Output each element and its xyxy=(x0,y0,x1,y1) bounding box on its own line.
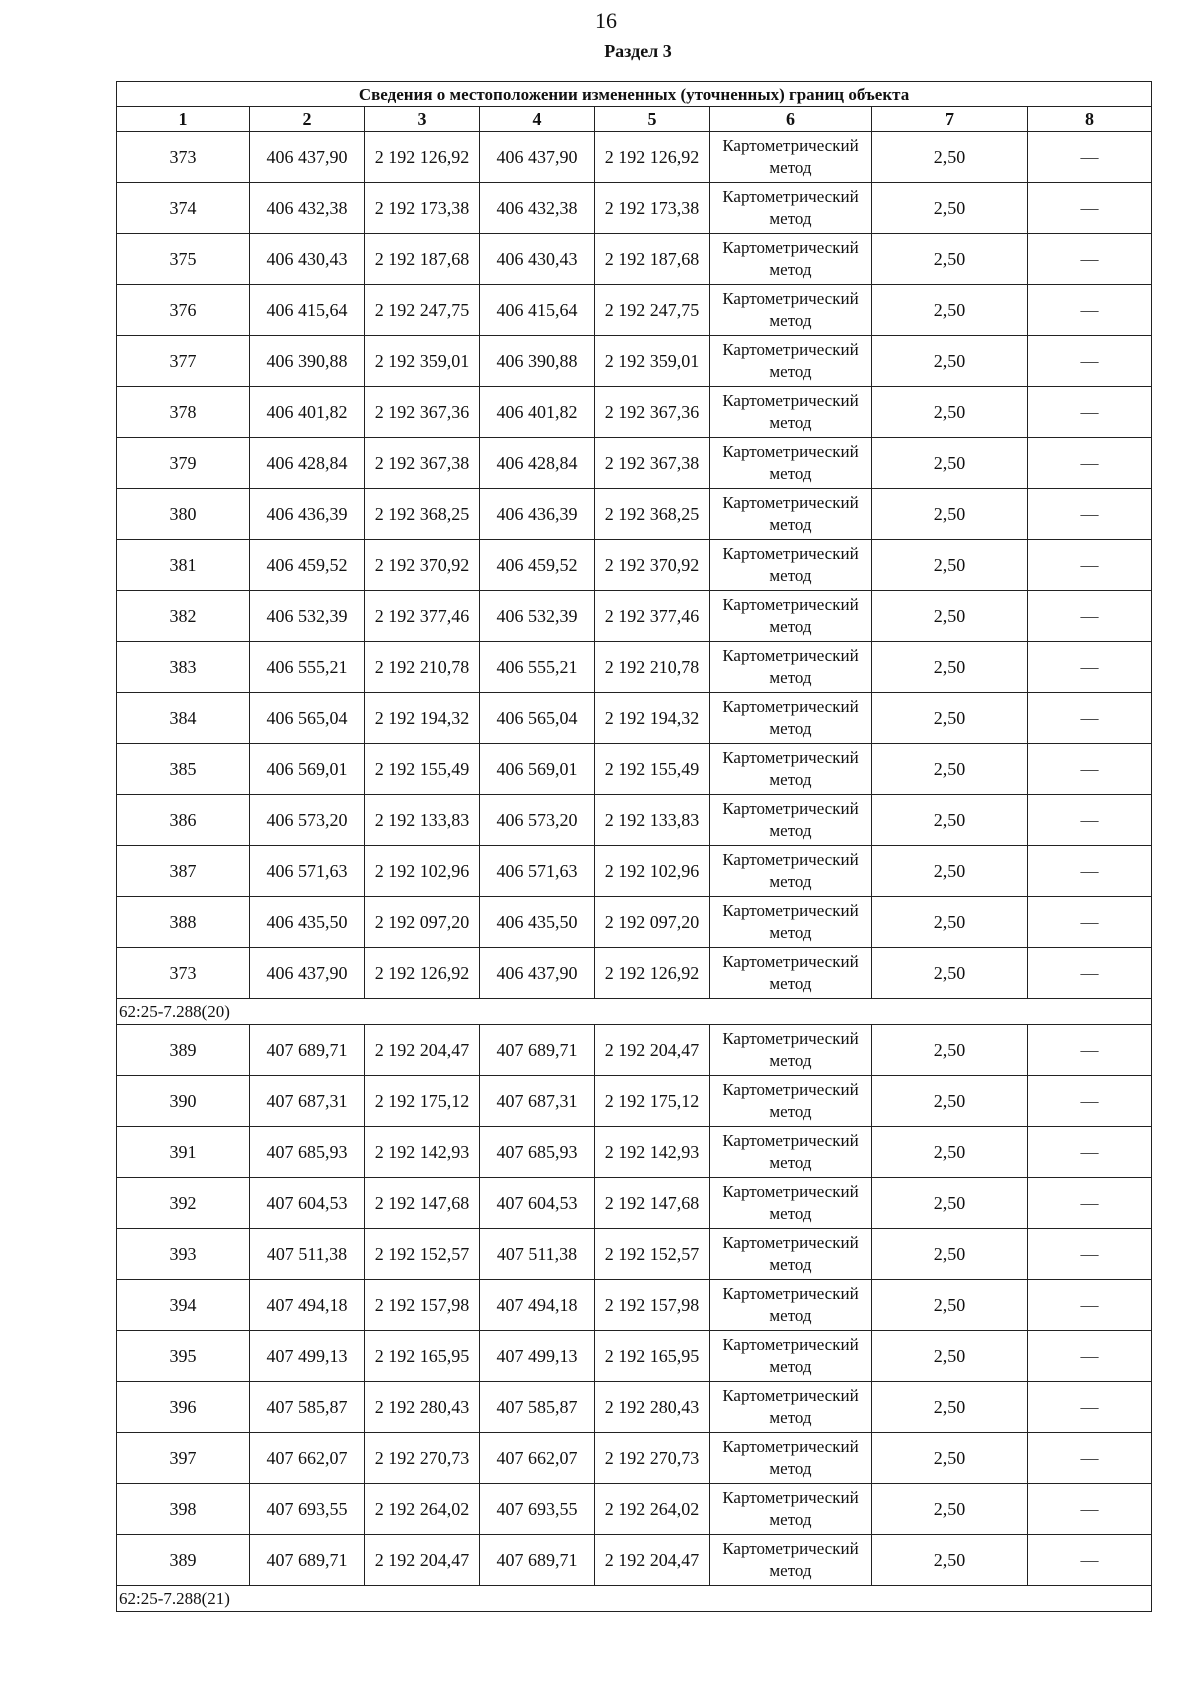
point-number-cell: 383 xyxy=(117,642,250,693)
table-row xyxy=(117,795,1152,846)
y-old-cell: 2 192 155,49 xyxy=(365,744,480,795)
y-new-cell: 2 192 147,68 xyxy=(595,1178,710,1229)
x-new-cell: 406 390,88 xyxy=(480,336,595,387)
accuracy-cell: 2,50 xyxy=(872,846,1028,897)
table-row xyxy=(117,1229,1152,1280)
x-old-cell: 407 689,71 xyxy=(250,1535,365,1586)
accuracy-cell: 2,50 xyxy=(872,1025,1028,1076)
table-row xyxy=(117,846,1152,897)
column-header-row xyxy=(117,107,1152,132)
x-old-cell: 406 571,63 xyxy=(250,846,365,897)
column-header: 4 xyxy=(480,107,595,132)
group-label: 62:25-7.288(21) xyxy=(117,1586,1152,1612)
method-cell: Картометрический метод xyxy=(710,744,872,795)
method-cell: Картометрический метод xyxy=(710,1331,872,1382)
y-old-cell: 2 192 152,57 xyxy=(365,1229,480,1280)
y-old-cell: 2 192 210,78 xyxy=(365,642,480,693)
table-row xyxy=(117,1280,1152,1331)
group-label-row xyxy=(117,1586,1152,1612)
table-row xyxy=(117,132,1152,183)
accuracy-cell: 2,50 xyxy=(872,438,1028,489)
table-body xyxy=(117,82,1152,1612)
table-row xyxy=(117,1382,1152,1433)
y-old-cell: 2 192 280,43 xyxy=(365,1382,480,1433)
method-cell: Картометрический метод xyxy=(710,795,872,846)
table-row xyxy=(117,1331,1152,1382)
point-number-cell: 381 xyxy=(117,540,250,591)
y-new-cell: 2 192 367,36 xyxy=(595,387,710,438)
method-cell: Картометрический метод xyxy=(710,1382,872,1433)
accuracy-cell: 2,50 xyxy=(872,1076,1028,1127)
description-cell: — xyxy=(1028,1178,1152,1229)
accuracy-cell: 2,50 xyxy=(872,1280,1028,1331)
y-old-cell: 2 192 147,68 xyxy=(365,1178,480,1229)
table-row xyxy=(117,897,1152,948)
point-number-cell: 398 xyxy=(117,1484,250,1535)
y-new-cell: 2 192 133,83 xyxy=(595,795,710,846)
accuracy-cell: 2,50 xyxy=(872,540,1028,591)
table-row xyxy=(117,591,1152,642)
accuracy-cell: 2,50 xyxy=(872,489,1028,540)
y-old-cell: 2 192 142,93 xyxy=(365,1127,480,1178)
method-cell: Картометрический метод xyxy=(710,1535,872,1586)
y-new-cell: 2 192 126,92 xyxy=(595,132,710,183)
y-old-cell: 2 192 126,92 xyxy=(365,948,480,999)
method-cell: Картометрический метод xyxy=(710,1025,872,1076)
accuracy-cell: 2,50 xyxy=(872,1331,1028,1382)
table-row xyxy=(117,1025,1152,1076)
accuracy-cell: 2,50 xyxy=(872,387,1028,438)
x-new-cell: 407 499,13 xyxy=(480,1331,595,1382)
y-old-cell: 2 192 370,92 xyxy=(365,540,480,591)
point-number-cell: 376 xyxy=(117,285,250,336)
y-old-cell: 2 192 377,46 xyxy=(365,591,480,642)
description-cell: — xyxy=(1028,948,1152,999)
x-new-cell: 406 436,39 xyxy=(480,489,595,540)
x-old-cell: 407 687,31 xyxy=(250,1076,365,1127)
x-new-cell: 407 604,53 xyxy=(480,1178,595,1229)
y-new-cell: 2 192 210,78 xyxy=(595,642,710,693)
method-cell: Картометрический метод xyxy=(710,1076,872,1127)
table-row xyxy=(117,1484,1152,1535)
y-new-cell: 2 192 173,38 xyxy=(595,183,710,234)
y-old-cell: 2 192 247,75 xyxy=(365,285,480,336)
column-header: 1 xyxy=(117,107,250,132)
y-new-cell: 2 192 359,01 xyxy=(595,336,710,387)
description-cell: — xyxy=(1028,132,1152,183)
description-cell: — xyxy=(1028,642,1152,693)
y-new-cell: 2 192 368,25 xyxy=(595,489,710,540)
point-number-cell: 386 xyxy=(117,795,250,846)
x-old-cell: 407 685,93 xyxy=(250,1127,365,1178)
accuracy-cell: 2,50 xyxy=(872,1229,1028,1280)
accuracy-cell: 2,50 xyxy=(872,1433,1028,1484)
y-old-cell: 2 192 173,38 xyxy=(365,183,480,234)
x-new-cell: 407 585,87 xyxy=(480,1382,595,1433)
accuracy-cell: 2,50 xyxy=(872,183,1028,234)
method-cell: Картометрический метод xyxy=(710,1280,872,1331)
description-cell: — xyxy=(1028,1535,1152,1586)
y-old-cell: 2 192 204,47 xyxy=(365,1025,480,1076)
point-number-cell: 396 xyxy=(117,1382,250,1433)
point-number-cell: 387 xyxy=(117,846,250,897)
accuracy-cell: 2,50 xyxy=(872,1484,1028,1535)
x-new-cell: 406 401,82 xyxy=(480,387,595,438)
y-new-cell: 2 192 204,47 xyxy=(595,1535,710,1586)
y-new-cell: 2 192 264,02 xyxy=(595,1484,710,1535)
x-old-cell: 407 689,71 xyxy=(250,1025,365,1076)
x-old-cell: 406 573,20 xyxy=(250,795,365,846)
x-old-cell: 407 585,87 xyxy=(250,1382,365,1433)
point-number-cell: 395 xyxy=(117,1331,250,1382)
point-number-cell: 397 xyxy=(117,1433,250,1484)
x-new-cell: 406 565,04 xyxy=(480,693,595,744)
description-cell: — xyxy=(1028,744,1152,795)
y-new-cell: 2 192 102,96 xyxy=(595,846,710,897)
y-new-cell: 2 192 157,98 xyxy=(595,1280,710,1331)
y-new-cell: 2 192 247,75 xyxy=(595,285,710,336)
description-cell: — xyxy=(1028,795,1152,846)
x-old-cell: 406 401,82 xyxy=(250,387,365,438)
accuracy-cell: 2,50 xyxy=(872,591,1028,642)
method-cell: Картометрический метод xyxy=(710,1229,872,1280)
table-caption-row xyxy=(117,82,1152,107)
column-header: 3 xyxy=(365,107,480,132)
x-old-cell: 406 569,01 xyxy=(250,744,365,795)
method-cell: Картометрический метод xyxy=(710,336,872,387)
description-cell: — xyxy=(1028,540,1152,591)
method-cell: Картометрический метод xyxy=(710,846,872,897)
table-row xyxy=(117,336,1152,387)
y-new-cell: 2 192 165,95 xyxy=(595,1331,710,1382)
method-cell: Картометрический метод xyxy=(710,183,872,234)
table-row xyxy=(117,489,1152,540)
x-old-cell: 406 532,39 xyxy=(250,591,365,642)
method-cell: Картометрический метод xyxy=(710,438,872,489)
y-old-cell: 2 192 102,96 xyxy=(365,846,480,897)
y-new-cell: 2 192 280,43 xyxy=(595,1382,710,1433)
y-new-cell: 2 192 367,38 xyxy=(595,438,710,489)
description-cell: — xyxy=(1028,1280,1152,1331)
x-old-cell: 406 459,52 xyxy=(250,540,365,591)
point-number-cell: 389 xyxy=(117,1025,250,1076)
y-new-cell: 2 192 155,49 xyxy=(595,744,710,795)
accuracy-cell: 2,50 xyxy=(872,132,1028,183)
accuracy-cell: 2,50 xyxy=(872,1535,1028,1586)
y-old-cell: 2 192 175,12 xyxy=(365,1076,480,1127)
y-old-cell: 2 192 187,68 xyxy=(365,234,480,285)
y-new-cell: 2 192 270,73 xyxy=(595,1433,710,1484)
point-number-cell: 388 xyxy=(117,897,250,948)
y-old-cell: 2 192 359,01 xyxy=(365,336,480,387)
y-new-cell: 2 192 187,68 xyxy=(595,234,710,285)
y-old-cell: 2 192 368,25 xyxy=(365,489,480,540)
method-cell: Картометрический метод xyxy=(710,693,872,744)
description-cell: — xyxy=(1028,234,1152,285)
accuracy-cell: 2,50 xyxy=(872,285,1028,336)
y-new-cell: 2 192 142,93 xyxy=(595,1127,710,1178)
point-number-cell: 394 xyxy=(117,1280,250,1331)
method-cell: Картометрический метод xyxy=(710,387,872,438)
table-row xyxy=(117,183,1152,234)
table-row xyxy=(117,744,1152,795)
table-row xyxy=(117,693,1152,744)
x-old-cell: 407 662,07 xyxy=(250,1433,365,1484)
x-new-cell: 406 532,39 xyxy=(480,591,595,642)
description-cell: — xyxy=(1028,438,1152,489)
y-old-cell: 2 192 157,98 xyxy=(365,1280,480,1331)
column-header: 2 xyxy=(250,107,365,132)
accuracy-cell: 2,50 xyxy=(872,693,1028,744)
x-old-cell: 406 430,43 xyxy=(250,234,365,285)
x-new-cell: 406 573,20 xyxy=(480,795,595,846)
y-new-cell: 2 192 204,47 xyxy=(595,1025,710,1076)
table-row xyxy=(117,1127,1152,1178)
method-cell: Картометрический метод xyxy=(710,1433,872,1484)
table-row xyxy=(117,1076,1152,1127)
description-cell: — xyxy=(1028,846,1152,897)
description-cell: — xyxy=(1028,591,1152,642)
x-new-cell: 406 437,90 xyxy=(480,948,595,999)
accuracy-cell: 2,50 xyxy=(872,1127,1028,1178)
column-header: 5 xyxy=(595,107,710,132)
x-old-cell: 406 565,04 xyxy=(250,693,365,744)
y-new-cell: 2 192 126,92 xyxy=(595,948,710,999)
y-new-cell: 2 192 097,20 xyxy=(595,897,710,948)
x-new-cell: 407 685,93 xyxy=(480,1127,595,1178)
y-old-cell: 2 192 270,73 xyxy=(365,1433,480,1484)
x-new-cell: 406 569,01 xyxy=(480,744,595,795)
description-cell: — xyxy=(1028,387,1152,438)
x-new-cell: 406 435,50 xyxy=(480,897,595,948)
table-row xyxy=(117,1433,1152,1484)
description-cell: — xyxy=(1028,285,1152,336)
x-new-cell: 406 428,84 xyxy=(480,438,595,489)
x-old-cell: 406 437,90 xyxy=(250,132,365,183)
description-cell: — xyxy=(1028,1025,1152,1076)
accuracy-cell: 2,50 xyxy=(872,1382,1028,1433)
x-new-cell: 407 693,55 xyxy=(480,1484,595,1535)
boundary-coordinates-table xyxy=(116,81,1152,1612)
description-cell: — xyxy=(1028,1484,1152,1535)
accuracy-cell: 2,50 xyxy=(872,897,1028,948)
accuracy-cell: 2,50 xyxy=(872,336,1028,387)
description-cell: — xyxy=(1028,897,1152,948)
table-row xyxy=(117,234,1152,285)
x-new-cell: 406 432,38 xyxy=(480,183,595,234)
point-number-cell: 385 xyxy=(117,744,250,795)
accuracy-cell: 2,50 xyxy=(872,948,1028,999)
accuracy-cell: 2,50 xyxy=(872,744,1028,795)
point-number-cell: 377 xyxy=(117,336,250,387)
table-row xyxy=(117,642,1152,693)
y-old-cell: 2 192 204,47 xyxy=(365,1535,480,1586)
method-cell: Картометрический метод xyxy=(710,540,872,591)
column-header: 7 xyxy=(872,107,1028,132)
y-new-cell: 2 192 152,57 xyxy=(595,1229,710,1280)
x-old-cell: 407 604,53 xyxy=(250,1178,365,1229)
x-new-cell: 406 415,64 xyxy=(480,285,595,336)
point-number-cell: 391 xyxy=(117,1127,250,1178)
method-cell: Картометрический метод xyxy=(710,948,872,999)
x-old-cell: 406 437,90 xyxy=(250,948,365,999)
x-new-cell: 407 689,71 xyxy=(480,1025,595,1076)
x-new-cell: 406 459,52 xyxy=(480,540,595,591)
y-new-cell: 2 192 370,92 xyxy=(595,540,710,591)
accuracy-cell: 2,50 xyxy=(872,795,1028,846)
x-new-cell: 406 571,63 xyxy=(480,846,595,897)
x-old-cell: 406 555,21 xyxy=(250,642,365,693)
point-number-cell: 384 xyxy=(117,693,250,744)
description-cell: — xyxy=(1028,1229,1152,1280)
x-old-cell: 406 435,50 xyxy=(250,897,365,948)
y-new-cell: 2 192 377,46 xyxy=(595,591,710,642)
group-label: 62:25-7.288(20) xyxy=(117,999,1152,1025)
method-cell: Картометрический метод xyxy=(710,1484,872,1535)
table-row xyxy=(117,438,1152,489)
method-cell: Картометрический метод xyxy=(710,897,872,948)
x-new-cell: 407 511,38 xyxy=(480,1229,595,1280)
description-cell: — xyxy=(1028,1076,1152,1127)
point-number-cell: 392 xyxy=(117,1178,250,1229)
method-cell: Картометрический метод xyxy=(710,591,872,642)
x-old-cell: 406 436,39 xyxy=(250,489,365,540)
description-cell: — xyxy=(1028,489,1152,540)
y-old-cell: 2 192 367,36 xyxy=(365,387,480,438)
x-new-cell: 407 687,31 xyxy=(480,1076,595,1127)
y-old-cell: 2 192 165,95 xyxy=(365,1331,480,1382)
y-old-cell: 2 192 126,92 xyxy=(365,132,480,183)
group-label-row xyxy=(117,999,1152,1025)
y-new-cell: 2 192 194,32 xyxy=(595,693,710,744)
point-number-cell: 390 xyxy=(117,1076,250,1127)
table-caption: Сведения о местоположении измененных (уточненных) границ объекта xyxy=(117,82,1152,107)
y-old-cell: 2 192 133,83 xyxy=(365,795,480,846)
x-new-cell: 406 430,43 xyxy=(480,234,595,285)
y-old-cell: 2 192 097,20 xyxy=(365,897,480,948)
x-old-cell: 407 499,13 xyxy=(250,1331,365,1382)
point-number-cell: 389 xyxy=(117,1535,250,1586)
table-row xyxy=(117,387,1152,438)
description-cell: — xyxy=(1028,1331,1152,1382)
method-cell: Картометрический метод xyxy=(710,1178,872,1229)
column-header: 8 xyxy=(1028,107,1152,132)
x-old-cell: 406 415,64 xyxy=(250,285,365,336)
method-cell: Картометрический метод xyxy=(710,1127,872,1178)
x-old-cell: 407 511,38 xyxy=(250,1229,365,1280)
method-cell: Картометрический метод xyxy=(710,234,872,285)
x-old-cell: 407 494,18 xyxy=(250,1280,365,1331)
x-old-cell: 407 693,55 xyxy=(250,1484,365,1535)
y-new-cell: 2 192 175,12 xyxy=(595,1076,710,1127)
column-header: 6 xyxy=(710,107,872,132)
point-number-cell: 379 xyxy=(117,438,250,489)
x-new-cell: 406 437,90 xyxy=(480,132,595,183)
page-number: 16 xyxy=(595,8,617,33)
point-number-cell: 375 xyxy=(117,234,250,285)
x-old-cell: 406 390,88 xyxy=(250,336,365,387)
x-new-cell: 407 662,07 xyxy=(480,1433,595,1484)
table-row xyxy=(117,948,1152,999)
point-number-cell: 380 xyxy=(117,489,250,540)
method-cell: Картометрический метод xyxy=(710,285,872,336)
description-cell: — xyxy=(1028,1382,1152,1433)
accuracy-cell: 2,50 xyxy=(872,642,1028,693)
point-number-cell: 373 xyxy=(117,948,250,999)
table-row xyxy=(117,540,1152,591)
point-number-cell: 374 xyxy=(117,183,250,234)
method-cell: Картометрический метод xyxy=(710,642,872,693)
table-row xyxy=(117,1535,1152,1586)
y-old-cell: 2 192 264,02 xyxy=(365,1484,480,1535)
x-new-cell: 406 555,21 xyxy=(480,642,595,693)
accuracy-cell: 2,50 xyxy=(872,234,1028,285)
method-cell: Картометрический метод xyxy=(710,132,872,183)
description-cell: — xyxy=(1028,1433,1152,1484)
accuracy-cell: 2,50 xyxy=(872,1178,1028,1229)
description-cell: — xyxy=(1028,1127,1152,1178)
y-old-cell: 2 192 194,32 xyxy=(365,693,480,744)
section-title: Раздел 3 xyxy=(604,41,672,61)
point-number-cell: 378 xyxy=(117,387,250,438)
y-old-cell: 2 192 367,38 xyxy=(365,438,480,489)
x-new-cell: 407 494,18 xyxy=(480,1280,595,1331)
description-cell: — xyxy=(1028,336,1152,387)
table-row xyxy=(117,1178,1152,1229)
x-new-cell: 407 689,71 xyxy=(480,1535,595,1586)
x-old-cell: 406 428,84 xyxy=(250,438,365,489)
point-number-cell: 373 xyxy=(117,132,250,183)
x-old-cell: 406 432,38 xyxy=(250,183,365,234)
point-number-cell: 393 xyxy=(117,1229,250,1280)
description-cell: — xyxy=(1028,693,1152,744)
method-cell: Картометрический метод xyxy=(710,489,872,540)
point-number-cell: 382 xyxy=(117,591,250,642)
description-cell: — xyxy=(1028,183,1152,234)
table-row xyxy=(117,285,1152,336)
